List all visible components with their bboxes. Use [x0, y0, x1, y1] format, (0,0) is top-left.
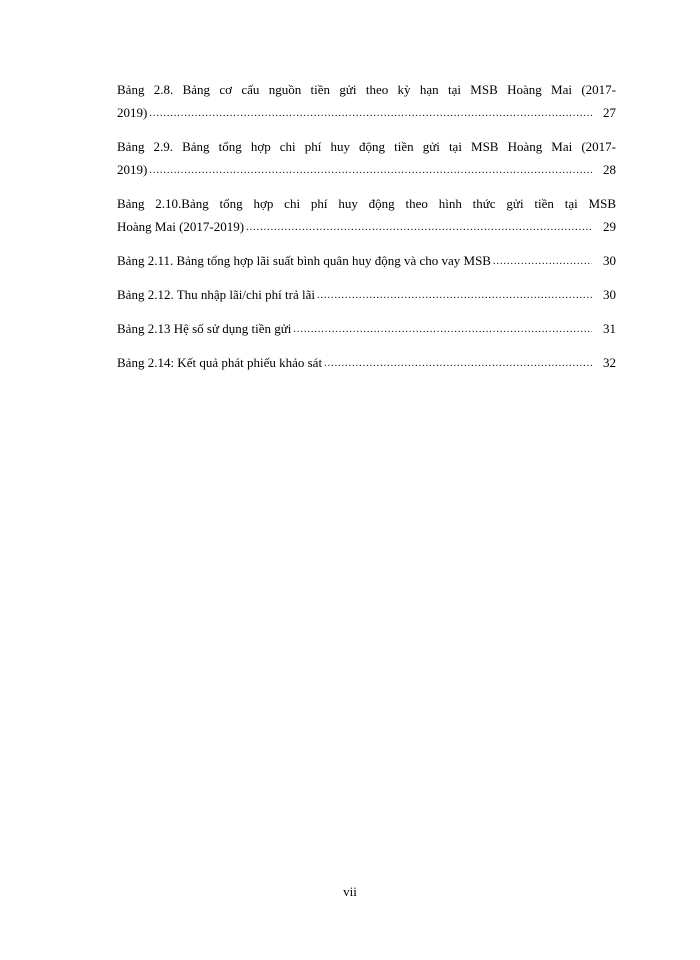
- toc-page-number: 31: [603, 321, 616, 336]
- toc-entry-title-continued: Hoàng Mai (2017-2019): [117, 219, 245, 234]
- toc-entry-title: Bảng 2.8. Bảng cơ cấu nguồn tiền gửi theo kỳ hạn tại MSB Hoàng Mai (2017-: [117, 82, 616, 97]
- toc-entry-table-2-11[interactable]: [117, 249, 616, 274]
- toc-page-number: 28: [603, 162, 616, 177]
- dot-leader: [324, 350, 592, 375]
- toc-page-number: 30: [603, 287, 616, 302]
- dot-leader: [149, 157, 592, 182]
- toc-entry-title: Bảng 2.14: Kết quả phát phiếu khảo sát: [117, 355, 323, 370]
- toc-entry-title: Bảng 2.13 Hệ số sử dụng tiền gửi: [117, 321, 292, 336]
- toc-page-number: 30: [603, 253, 616, 268]
- toc-entry-table-2-13[interactable]: [117, 317, 616, 342]
- toc-entry-title: Bảng 2.10.Bảng tổng hợp chi phí huy động theo hình thức gửi tiền tại MSB: [117, 196, 616, 211]
- dot-leader: [493, 248, 592, 273]
- toc-page-number: 27: [603, 105, 616, 120]
- dot-leader: [149, 100, 592, 125]
- toc-entry-table-2-14[interactable]: [117, 351, 616, 376]
- toc-entry-table-2-8[interactable]: [117, 78, 616, 126]
- toc-entry-title: Bảng 2.11. Bảng tổng hợp lãi suất bình quân huy động và cho vay MSB: [117, 253, 491, 268]
- toc-entry-title-continued: 2019): [117, 162, 148, 177]
- page-number-footer: vii: [343, 884, 357, 899]
- toc-entry-title-continued: 2019): [117, 105, 148, 120]
- toc-entry-table-2-12[interactable]: [117, 283, 616, 308]
- toc-entry-table-2-9[interactable]: [117, 135, 616, 183]
- toc-entry-table-2-10[interactable]: [117, 192, 616, 240]
- toc-entry-title: Bảng 2.9. Bảng tổng hợp chi phí huy động tiền gửi tại MSB Hoàng Mai (2017-: [117, 139, 616, 154]
- dot-leader: [293, 316, 592, 341]
- dot-leader: [317, 282, 592, 307]
- toc-page-number: 32: [603, 355, 616, 370]
- table-of-contents: [117, 78, 616, 385]
- toc-entry-title: Bảng 2.12. Thu nhập lãi/chi phí trả lãi: [117, 287, 315, 302]
- dot-leader: [246, 214, 592, 239]
- toc-page-number: 29: [603, 219, 616, 234]
